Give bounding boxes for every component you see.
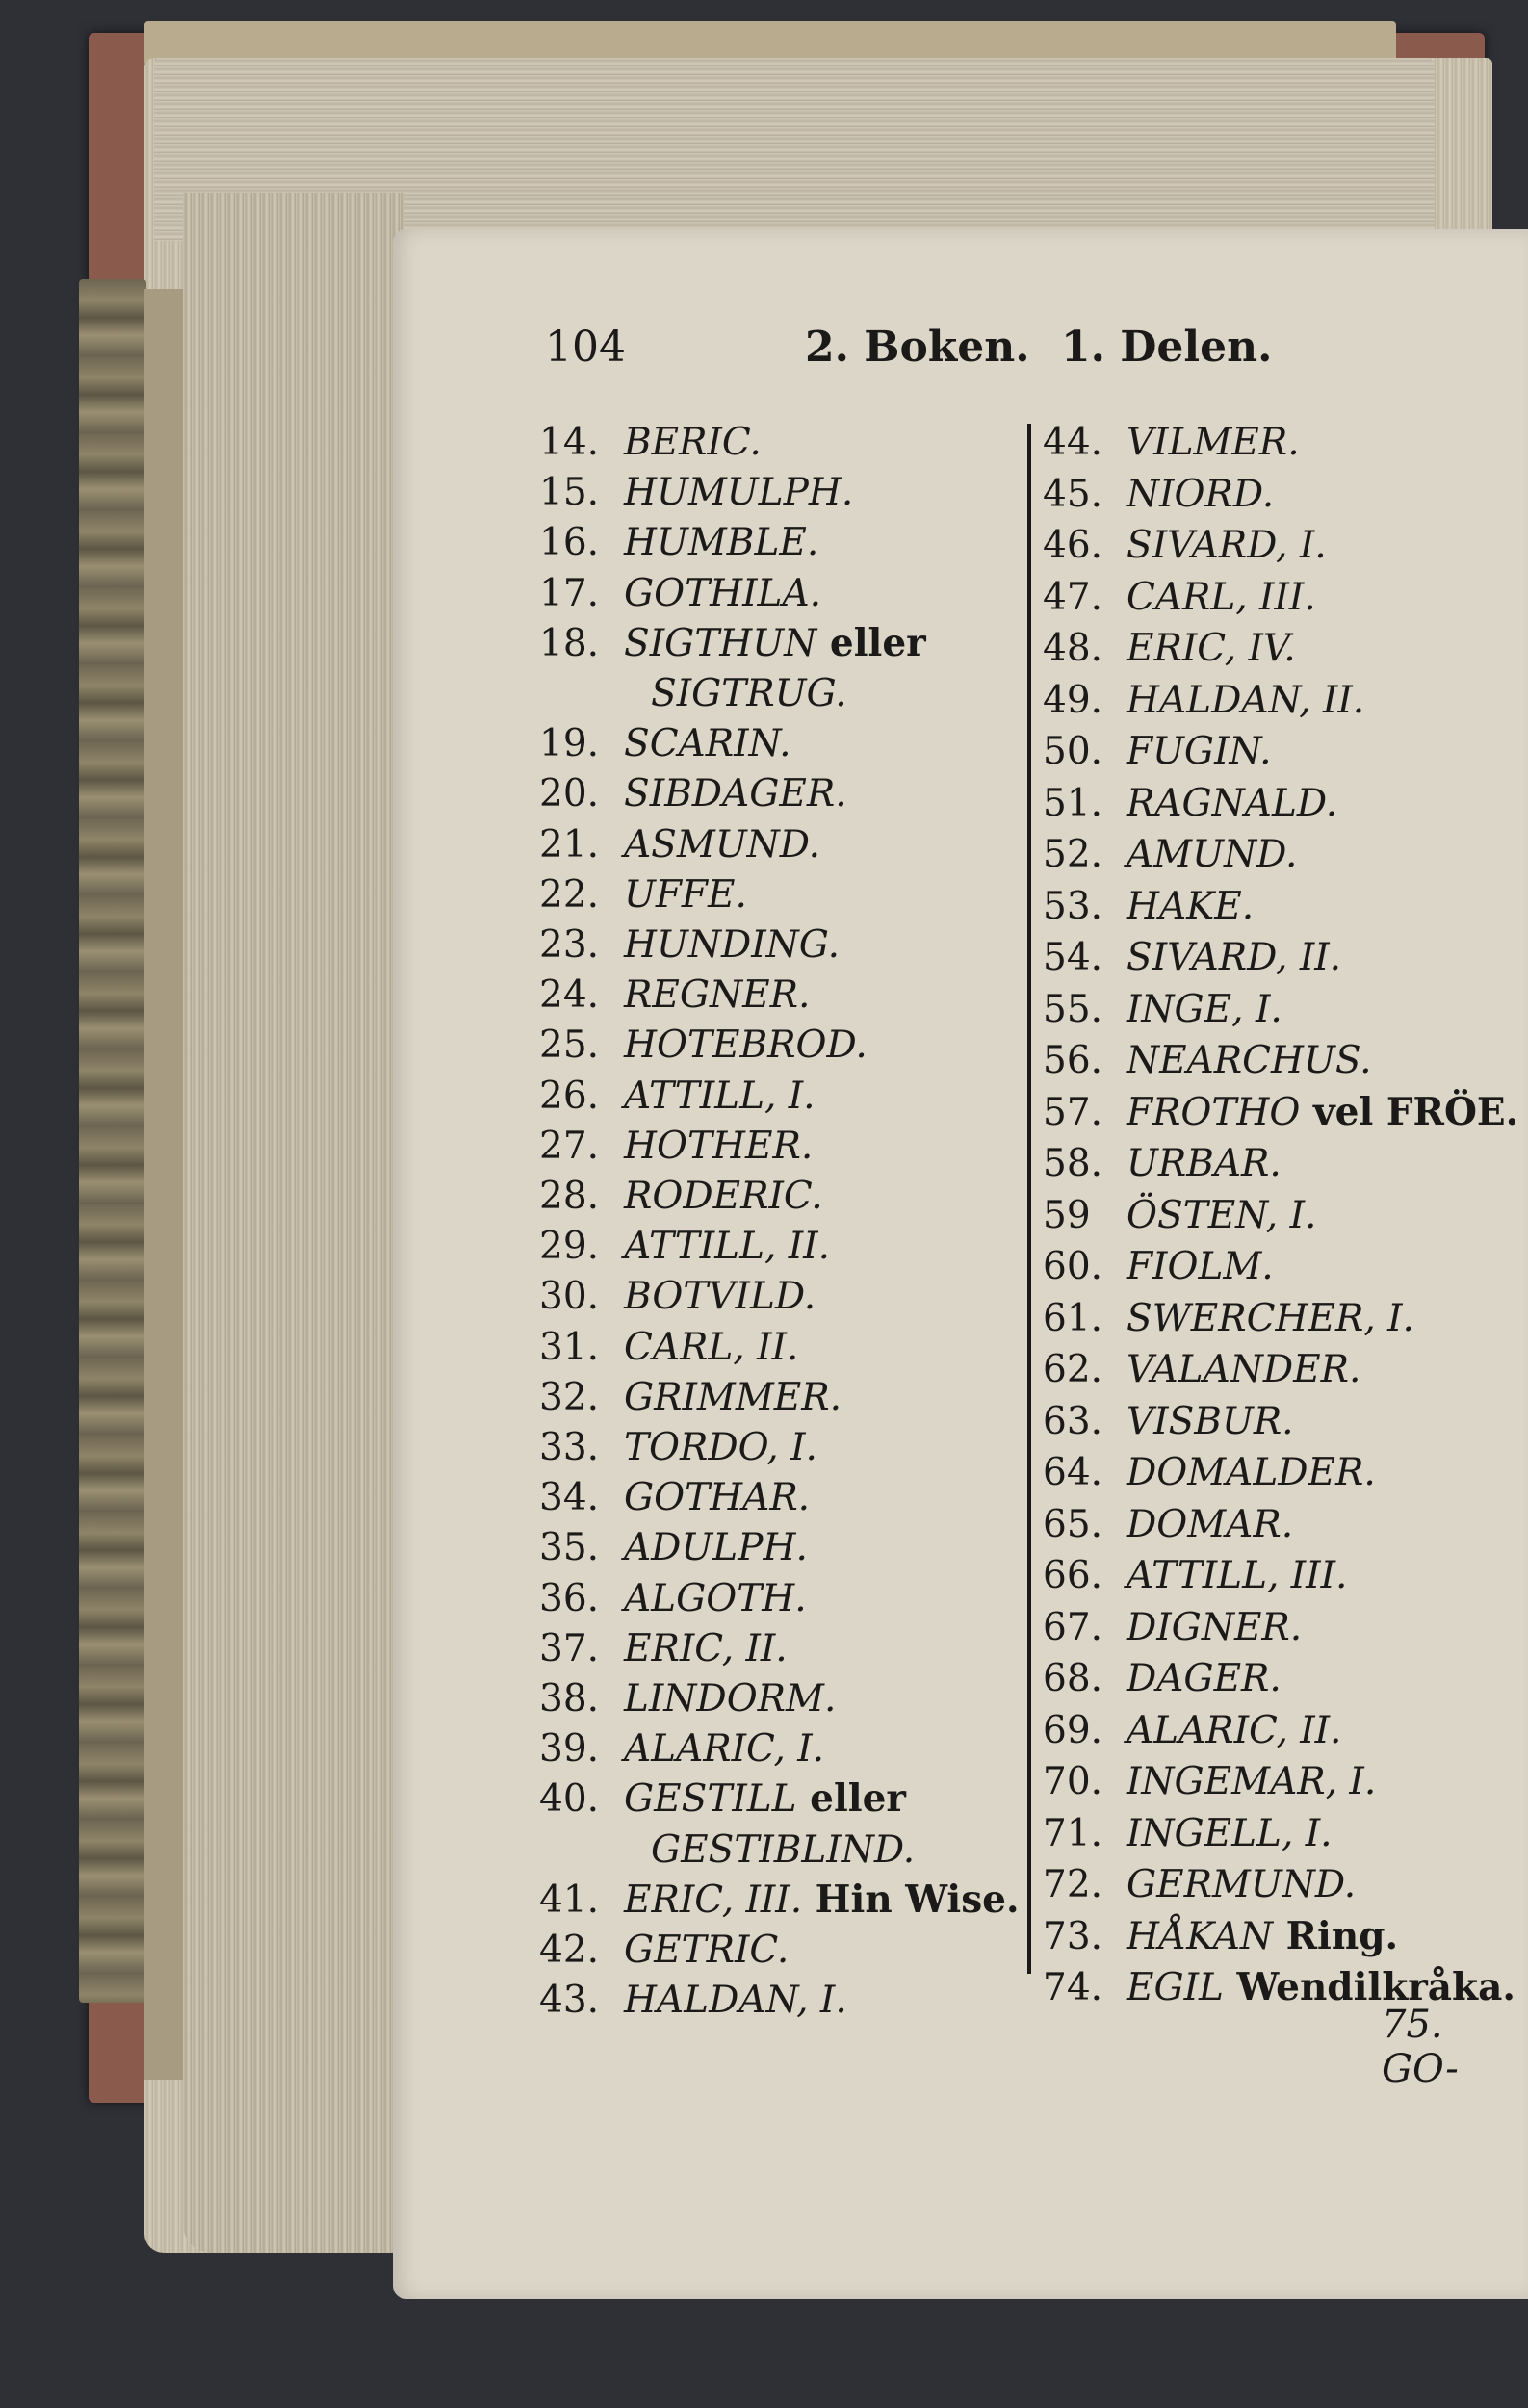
list-item <box>1043 1296 1414 1340</box>
entry-number: 21. <box>539 822 600 867</box>
list-item <box>1043 833 1298 876</box>
running-head-book: 2. Boken. <box>805 323 1030 372</box>
list-item <box>539 1124 814 1168</box>
list-item <box>1043 987 1282 1031</box>
entry-name: SCARIN. <box>624 722 791 766</box>
entry-number: 42. <box>539 1929 600 1972</box>
entry-name: HUNDING. <box>624 923 840 967</box>
entry-name: SWERCHER, I. <box>1127 1296 1414 1340</box>
entry-name: ATTILL, II. <box>624 1225 830 1269</box>
list-item <box>1043 1760 1377 1803</box>
list-item <box>539 471 854 515</box>
list-item <box>1043 1348 1361 1391</box>
entry-name: DIGNER. <box>1127 1605 1303 1649</box>
entry-extra: Hin Wise. <box>802 1877 1020 1922</box>
entry-number: 33. <box>539 1426 600 1469</box>
entry-name: ATTILL, I. <box>624 1074 816 1118</box>
entry-name: INGELL, I. <box>1127 1811 1333 1855</box>
entry-number: 31. <box>539 1325 600 1369</box>
entry-name: CARL, II. <box>624 1325 799 1369</box>
entry-number: 22. <box>539 872 600 917</box>
list-item <box>539 1074 816 1118</box>
entry-name: HÅKAN <box>1127 1914 1274 1958</box>
list-item <box>539 1175 823 1218</box>
entry-extra: eller <box>816 620 926 665</box>
list-item <box>539 1023 868 1068</box>
entry-name: GRIMMER. <box>624 1375 842 1419</box>
entry-name: FIOLM. <box>1127 1245 1274 1288</box>
entry-number: 36. <box>539 1576 600 1620</box>
list-item <box>539 1526 808 1570</box>
list-item <box>539 1979 847 2023</box>
list-item <box>1043 1142 1282 1185</box>
entry-name: CARL, III. <box>1127 575 1316 619</box>
list-item <box>1043 575 1316 619</box>
list-item <box>539 822 821 867</box>
marbled-spine <box>79 279 146 2003</box>
list-item <box>539 1776 906 1822</box>
entry-name: FUGIN. <box>1127 730 1272 773</box>
list-item <box>1043 1811 1333 1855</box>
entry-name: SIBDAGER. <box>624 772 847 816</box>
entry-number: 37. <box>539 1626 600 1670</box>
entry-name: NEARCHUS. <box>1127 1039 1372 1082</box>
entry-name: SIGTHUN <box>624 621 817 665</box>
entry-number: 34. <box>539 1476 600 1520</box>
entry-number: 40. <box>539 1777 600 1822</box>
list-item <box>1043 1399 1294 1443</box>
entry-number: 51. <box>1043 781 1103 825</box>
entry-name: ERIC, III. <box>624 1877 803 1922</box>
entry-number: 50. <box>1043 730 1103 773</box>
entry-name: BERIC. <box>624 421 762 464</box>
list-item <box>1043 472 1275 516</box>
entry-number: 47. <box>1043 575 1103 619</box>
entry-name: GOTHAR. <box>624 1476 811 1520</box>
list-item <box>539 571 822 615</box>
entry-extra: vel FRÖE. <box>1300 1089 1519 1134</box>
entry-name: HUMULPH. <box>624 471 854 515</box>
entry-number: 67. <box>1043 1605 1103 1649</box>
entry-name: VALANDER. <box>1127 1348 1361 1391</box>
list-item <box>1043 1605 1303 1649</box>
list-item <box>539 1827 916 1872</box>
entry-name: GOTHILA. <box>624 571 822 615</box>
list-item <box>539 521 819 565</box>
entry-number: 69. <box>1043 1708 1103 1752</box>
entry-name: HALDAN, I. <box>624 1979 847 2023</box>
entry-name: FROTHO <box>1127 1090 1301 1134</box>
entry-name: ALGOTH. <box>624 1576 807 1620</box>
list-item <box>1043 524 1327 567</box>
entry-number: 39. <box>539 1727 600 1772</box>
entry-name: ALARIC, II. <box>1127 1708 1342 1752</box>
list-item <box>1043 1863 1357 1906</box>
list-item <box>1043 627 1296 670</box>
entry-name: INGEMAR, I. <box>1127 1760 1377 1803</box>
entry-name: SIVARD, I. <box>1127 524 1327 567</box>
entry-number: 62. <box>1043 1348 1103 1391</box>
entry-number: 27. <box>539 1124 600 1168</box>
list-item <box>539 1626 788 1670</box>
entry-number: 28. <box>539 1175 600 1218</box>
list-item <box>539 1375 842 1419</box>
entry-number: 19. <box>539 722 600 766</box>
entry-name: INGE, I. <box>1127 987 1282 1031</box>
list-item <box>1043 884 1255 928</box>
entry-name: SIVARD, II. <box>1127 936 1342 979</box>
entry-name: ERIC, II. <box>624 1626 788 1670</box>
entry-number: 70. <box>1043 1760 1103 1803</box>
entry-name: TORDO, I. <box>624 1426 817 1469</box>
entry-number: 32. <box>539 1375 600 1419</box>
entry-number: 24. <box>539 973 600 1018</box>
entry-number: 53. <box>1043 884 1103 928</box>
entry-number: 46. <box>1043 524 1103 567</box>
list-item <box>1043 1193 1317 1237</box>
entry-name: RODERIC. <box>624 1175 823 1218</box>
entry-name: NIORD. <box>1127 472 1275 516</box>
entry-name: ERIC, IV. <box>1127 627 1296 670</box>
list-item <box>539 421 762 464</box>
entry-name: GERMUND. <box>1127 1863 1357 1906</box>
list-item <box>539 772 847 816</box>
entry-number: 65. <box>1043 1502 1103 1546</box>
list-item <box>1043 1554 1348 1597</box>
list-item <box>1043 421 1300 464</box>
entry-number: 16. <box>539 521 600 565</box>
list-item <box>539 1476 811 1520</box>
entry-name: ATTILL, III. <box>1127 1554 1348 1597</box>
entry-name: DOMALDER. <box>1127 1451 1376 1494</box>
entry-name: ALARIC, I. <box>624 1727 825 1772</box>
spine-strip <box>144 289 185 2080</box>
entry-number: 54. <box>1043 936 1103 979</box>
entry-name: UFFE. <box>624 872 747 917</box>
entry-name: HOTEBROD. <box>624 1023 868 1068</box>
list-item <box>539 1929 790 1972</box>
entry-name: HALDAN, II. <box>1127 678 1365 722</box>
list-item <box>1043 1089 1519 1134</box>
entry-name: VILMER. <box>1127 421 1300 464</box>
list-item <box>1043 1245 1274 1288</box>
entry-name: GETRIC. <box>624 1929 790 1972</box>
entry-number: 74. <box>1043 1966 1103 2009</box>
entry-number: 29. <box>539 1225 600 1269</box>
list-item <box>1043 1039 1372 1082</box>
entry-number: 15. <box>539 471 600 515</box>
entry-name: BOTVILD. <box>624 1275 816 1319</box>
list-item <box>1043 1708 1342 1752</box>
list-item <box>539 1677 837 1721</box>
entry-number: 35. <box>539 1526 600 1570</box>
list-item <box>539 1426 817 1469</box>
list-item <box>539 1576 807 1620</box>
entry-number: 55. <box>1043 987 1103 1031</box>
entry-number: 20. <box>539 772 600 816</box>
entry-name: EGIL <box>1127 1966 1224 2009</box>
entry-name: DOMAR. <box>1127 1502 1294 1546</box>
list-item <box>539 923 840 967</box>
list-item <box>539 620 926 665</box>
entry-name: HUMBLE. <box>624 521 819 565</box>
entry-name: ÖSTEN, I. <box>1127 1193 1317 1237</box>
page-number: 104 <box>545 323 626 372</box>
catchword: 75. GO- <box>1382 2003 1459 2091</box>
list-item <box>1043 678 1365 722</box>
list-item <box>1043 1913 1399 1958</box>
entry-name: ADULPH. <box>624 1526 808 1570</box>
entry-number: 48. <box>1043 627 1103 670</box>
entry-number: 45. <box>1043 472 1103 516</box>
entry-number: 30. <box>539 1275 600 1319</box>
list-item <box>539 1727 825 1772</box>
entry-number: 64. <box>1043 1451 1103 1494</box>
list-item <box>539 672 847 715</box>
entry-number: 71. <box>1043 1811 1103 1855</box>
entry-number: 60. <box>1043 1245 1103 1288</box>
entry-name: GESTIBLIND. <box>651 1827 916 1872</box>
list-item <box>1043 1451 1376 1494</box>
list-item <box>1043 936 1342 979</box>
column-divider <box>1027 424 1031 1974</box>
entry-number: 26. <box>539 1074 600 1118</box>
entry-number: 63. <box>1043 1399 1103 1443</box>
list-item <box>1043 1502 1294 1546</box>
entry-number: 58. <box>1043 1142 1103 1185</box>
entry-name: URBAR. <box>1127 1142 1282 1185</box>
entry-name: SIGTRUG. <box>651 672 847 715</box>
entry-extra: Wendilkråka. <box>1223 1965 1515 2009</box>
entry-number: 56. <box>1043 1039 1103 1082</box>
list-item <box>539 1275 816 1319</box>
entry-extra: Ring. <box>1273 1913 1399 1958</box>
entry-number: 72. <box>1043 1863 1103 1906</box>
entry-number: 52. <box>1043 833 1103 876</box>
entry-name: REGNER. <box>624 973 811 1018</box>
entry-number: 68. <box>1043 1657 1103 1700</box>
list-item <box>1043 1657 1282 1700</box>
list-item <box>1043 1965 1515 2009</box>
list-item <box>539 1325 799 1369</box>
entry-number: 43. <box>539 1979 600 2023</box>
list-item <box>1043 781 1338 825</box>
entry-number: 66. <box>1043 1554 1103 1597</box>
entry-number: 17. <box>539 571 600 615</box>
entry-number: 38. <box>539 1677 600 1721</box>
entry-extra: eller <box>796 1776 906 1822</box>
entry-name: AMUND. <box>1127 833 1298 876</box>
entry-name: DAGER. <box>1127 1657 1282 1700</box>
entry-number: 18. <box>539 621 600 665</box>
entry-name: HAKE. <box>1127 884 1255 928</box>
entry-number: 23. <box>539 923 600 967</box>
entry-number: 61. <box>1043 1296 1103 1340</box>
entry-number: 25. <box>539 1023 600 1068</box>
page-edges-left <box>183 193 404 2253</box>
entry-number: 41. <box>539 1877 600 1922</box>
entry-name: RAGNALD. <box>1127 781 1338 825</box>
entry-name: HOTHER. <box>624 1124 814 1168</box>
entry-name: ASMUND. <box>624 822 821 867</box>
running-head-part: 1. Delen. <box>1061 323 1273 372</box>
entry-number: 59 <box>1043 1193 1091 1237</box>
list-item <box>1043 730 1272 773</box>
entry-number: 73. <box>1043 1914 1103 1958</box>
entry-number: 44. <box>1043 421 1103 464</box>
list-item <box>539 872 747 917</box>
entry-name: GESTILL <box>624 1777 797 1822</box>
entry-name: VISBUR. <box>1127 1399 1294 1443</box>
list-item <box>539 973 811 1018</box>
entry-name: LINDORM. <box>624 1677 837 1721</box>
list-item <box>539 1877 1020 1922</box>
list-item <box>539 722 791 766</box>
entry-number: 14. <box>539 421 600 464</box>
list-item <box>539 1225 830 1269</box>
entry-number: 49. <box>1043 678 1103 722</box>
entry-number: 57. <box>1043 1090 1103 1134</box>
